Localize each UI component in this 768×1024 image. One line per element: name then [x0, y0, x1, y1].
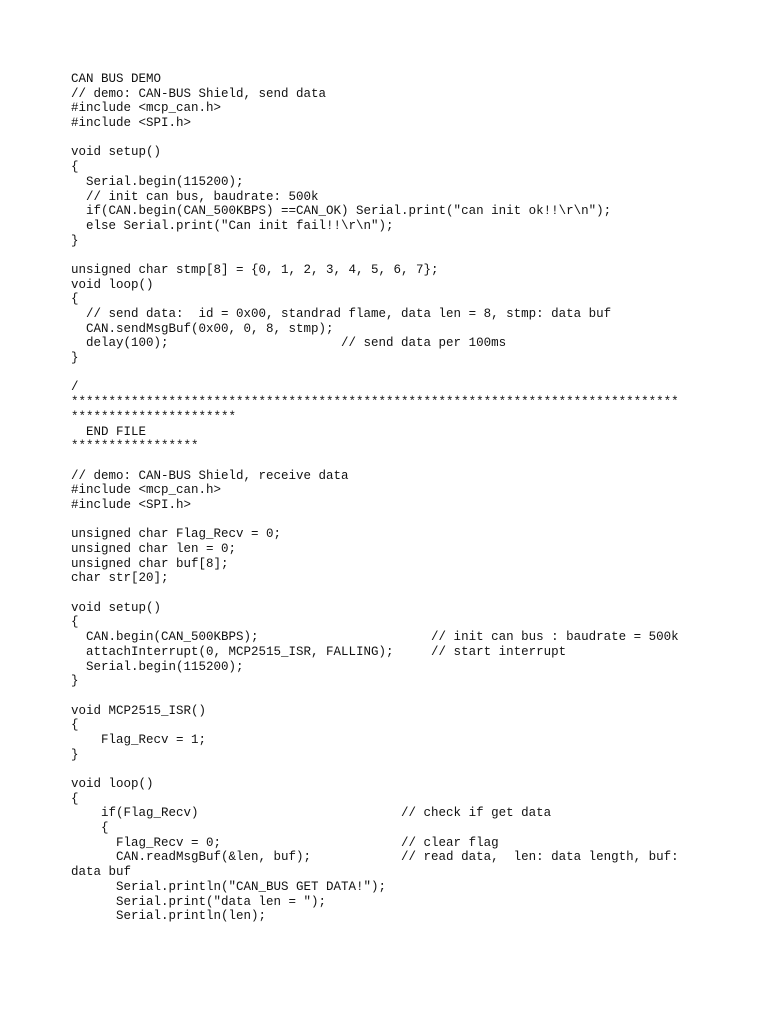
code-line: { — [71, 292, 79, 307]
code-line: #include <mcp_can.h> — [71, 101, 222, 116]
code-line: { — [71, 791, 79, 806]
code-line — [71, 689, 679, 704]
code-line — [71, 366, 679, 381]
code-line: CAN.sendMsgBuf(0x00, 0, 8, stmp); — [71, 321, 334, 336]
code-line: / — [71, 380, 79, 395]
code-line — [71, 586, 679, 601]
code-line: unsigned char len = 0; — [71, 542, 237, 556]
code-line: CAN BUS DEMO — [71, 72, 162, 86]
code-line: END FILE — [71, 424, 147, 439]
code-line: Serial.begin(115200); — [71, 174, 244, 189]
code-line: { — [71, 615, 79, 630]
code-line: attachInterrupt(0, MCP2515_ISR, FALLING); // start interrupt — [71, 644, 567, 659]
code-line: Serial.begin(115200); — [71, 659, 244, 674]
code-line: data buf — [71, 865, 132, 880]
code-line: char str[20]; — [71, 571, 169, 586]
code-line: Serial.print("data len = "); — [71, 894, 327, 909]
code-line: { — [71, 718, 79, 733]
code-line: ********************************************************************************* — [71, 395, 679, 410]
code-line: Serial.println("CAN_BUS GET DATA!"); — [71, 879, 387, 894]
code-line: #include <SPI.h> — [71, 497, 192, 512]
code-line: ***************** — [71, 439, 199, 454]
code-line: if(Flag_Recv) // check if get data — [71, 806, 552, 821]
code-line: if(CAN.begin(CAN_500KBPS) ==CAN_OK) Serial.print("can init ok!!\r\n"); — [71, 204, 612, 219]
code-line: unsigned char buf[8]; — [71, 556, 229, 571]
code-line: Flag_Recv = 1; — [71, 732, 207, 747]
code-line: { — [71, 821, 109, 836]
code-line: } — [71, 233, 79, 248]
code-line: } — [71, 351, 79, 366]
code-line — [71, 762, 679, 777]
code-line: { — [71, 160, 79, 175]
code-line: } — [71, 747, 79, 762]
code-listing — [71, 72, 679, 924]
code-line — [71, 454, 679, 469]
code-line: ********************** — [71, 409, 237, 424]
code-line: CAN.readMsgBuf(&len, buf); // read data, len: data length, buf: — [71, 850, 679, 865]
code-line: void loop() — [71, 777, 154, 791]
code-line: void loop() — [71, 277, 154, 292]
code-line — [71, 248, 679, 263]
code-line: // init can bus, baudrate: 500k — [71, 189, 319, 204]
code-line: Serial.println(len); — [71, 909, 267, 924]
code-line — [71, 513, 679, 528]
code-line: // demo: CAN-BUS Shield, receive data — [71, 468, 349, 483]
code-line: #include <SPI.h> — [71, 116, 192, 131]
code-line: void setup() — [71, 600, 162, 615]
code-line: unsigned char Flag_Recv = 0; — [71, 527, 282, 542]
code-line: void setup() — [71, 145, 162, 160]
code-line: unsigned char stmp[8] = {0, 1, 2, 3, 4, 5, 6, 7}; — [71, 262, 439, 277]
code-line: delay(100); // send data per 100ms — [71, 336, 507, 351]
code-line: } — [71, 674, 79, 689]
code-line: #include <mcp_can.h> — [71, 483, 222, 498]
code-line: void MCP2515_ISR() — [71, 703, 207, 718]
code-line: CAN.begin(CAN_500KBPS); // init can bus : baudrate = 500k — [71, 630, 679, 645]
code-line — [71, 131, 679, 146]
code-line: Flag_Recv = 0; // clear flag — [71, 835, 499, 850]
code-line: // demo: CAN-BUS Shield, send data — [71, 86, 327, 101]
code-line: else Serial.print("Can init fail!!\r\n"); — [71, 218, 394, 233]
code-line: // send data: id = 0x00, standrad flame, data len = 8, stmp: data buf — [71, 307, 612, 321]
